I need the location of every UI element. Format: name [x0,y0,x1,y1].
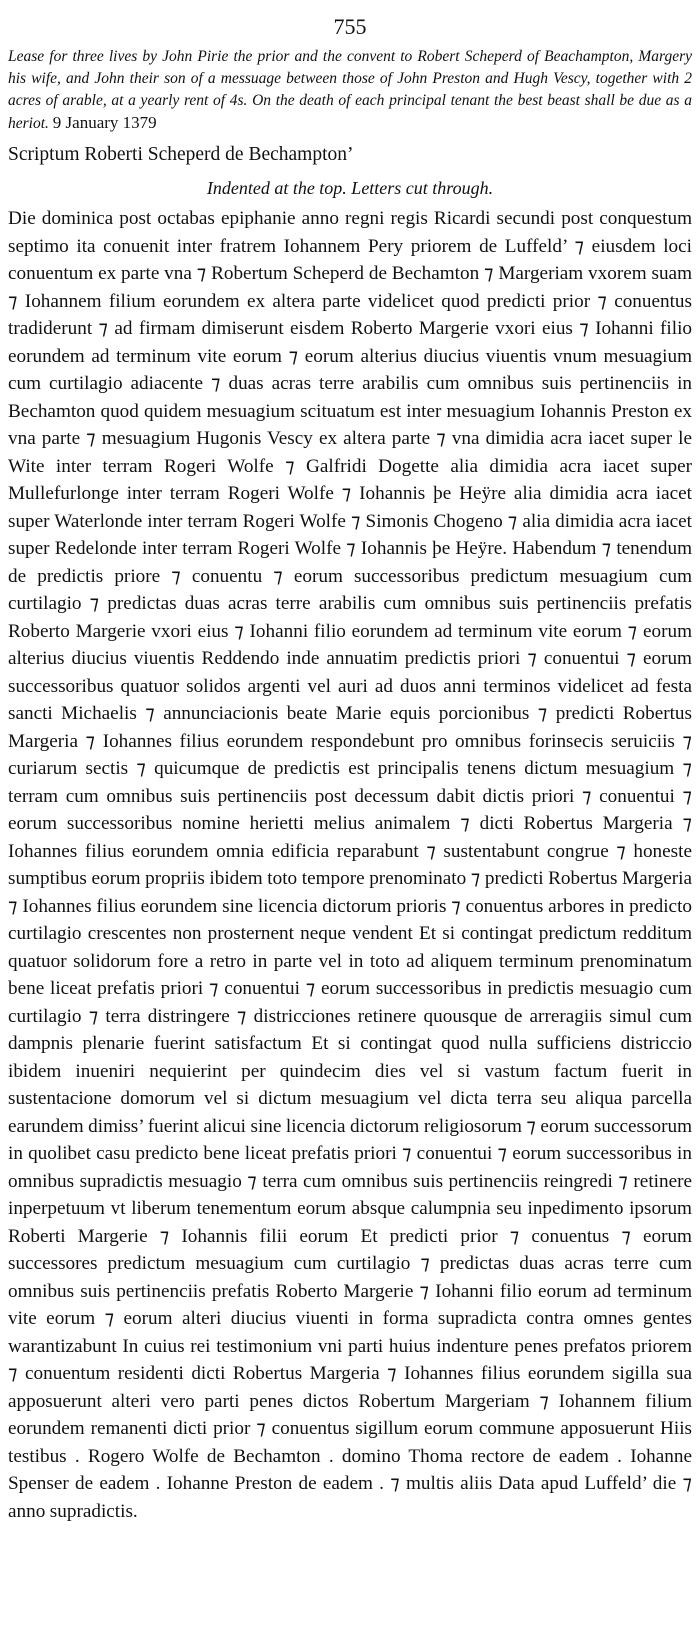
document-heading: Scriptum Roberti Scheperd de Bechampton’ [8,144,354,165]
charter-text: Die dominica post octabas epiphanie anno regni regis Ricardi secundi post conquestum septimo ita conuenit inter fratrem Iohannem Pery priorem de Luffeld’ ⁊ eiusdem loci conuentum ex parte vna ⁊ Robertum Scheperd de Bechamton ⁊ Margeriam vxorem suam ⁊ Iohannem filium eorundem ex altera parte videlicet quod predicti prior ⁊ conuentus tradiderunt ⁊ ad firmam dimiserunt eisdem Roberto Margerie vxori eius ⁊ Iohanni filio eorundem ad terminum vite eorum ⁊ eorum alterius diucius viuentis vnum mesuagium cum curtilagio adiacente ⁊ duas acras terre arabilis cum omnibus suis pertinenciis in Bechamton quod quidem mesuagium scituatum est inter mesuagium Iohannis Preston ex vna parte ⁊ mesuagium Hugonis Vescy ex altera parte ⁊ vna dimidia acra iacet super le Wite inter terram Rogeri Wolfe ⁊ Galfridi Dogette alia dimidia acra iacet super Mullefurlonge inter terram Rogeri Wolfe ⁊ Iohannis þe Heÿre alia dimidia acra iacet super Waterlonde inter terram Rogeri Wolfe ⁊ Simonis Chogeno ⁊ alia dimidia acra iacet super Redelonde inter terram Rogeri Wolfe ⁊ Iohannis þe Heÿre. Habendum ⁊ tenendum de predictis priore ⁊ conuentu ⁊ eorum successoribus predictum mesuagium cum curtilagio ⁊ predictas duas acras terre arabilis cum omnibus suis pertinenciis prefatis Roberto Margerie vxori eius ⁊ Iohanni filio eorundem ad terminum vite eorum ⁊ eorum alterius diucius viuentis Reddendo inde annuatim predictis priori ⁊ conuentui ⁊ eorum successoribus quatuor solidos argenti vel auri ad duos anni terminos videlicet ad festa sancti Michaelis ⁊ annunciacionis beate Marie equis porcionibus ⁊ predicti Robertus Margeria ⁊ Iohannes filius eorundem respondebunt pro omnibus forinsecis seruiciis ⁊ curiarum sectis ⁊ quicumque de predictis est principalis tenens dictum mesuagium ⁊ terram cum omnibus suis pertinenciis post decessum dabit dictis priori ⁊ conuentui ⁊ eorum successoribus nomine herietti melius animalem ⁊ dicti Robertus Margeria ⁊ Iohannes filius eorundem omnia edificia reparabunt ⁊ sustentabunt congrue ⁊ honeste sumptibus eorum propriis ibidem toto tempore prenominato ⁊ predicti Robertus Margeria ⁊ Iohannes filius eorundem sine licencia dictorum prioris ⁊ conuentus arbores in predicto curtilagio crescentes non prosternent neque vendent Et si contingat predictum redditum quatuor solidorum fore a retro in parte vel in toto ad aliquem terminum prenominatum bene liceat prefatis priori ⁊ conuentui ⁊ eorum successoribus in predictis mesuagio cum curtilagio ⁊ terra distringere ⁊ districciones retinere quousque de arreragiis simul cum dampnis plenarie fuerint satisfactum Et si contingat quod nulla sufficiens districcio ibidem inueniri nequierint per quindecim dies vel si vastum factum fuerit in sustentacione domorum vel si dictum mesuagium vel dicta terra seu aliqua parcella earundem dimiss’ fuerint alicui sine licencia dictorum religiosorum ⁊ eorum successorum in quolibet casu predicto bene liceat prefatis priori ⁊ conuentui ⁊ eorum successoribus in omnibus supradictis mesuagio ⁊ terra cum omnibus suis pertinenciis reingredi ⁊ retinere inperpetuum vt liberum tenementum eorum absque calumpnia seu inpedimento ipsorum Roberti Margerie ⁊ Iohannis filii eorum Et predicti prior ⁊ conuentus ⁊ eorum successores predictum mesuagium cum curtilagio ⁊ predictas duas acras terre cum omnibus suis pertinenciis prefatis Roberto Margerie ⁊ Iohanni filio eorum ad terminum vite eorum ⁊ eorum alteri diucius viuenti in forma supradicta contra omnes gentes warantizabunt In cuius rei testimonium vni parti huius indenture penes prefatos priorem ⁊ conuentum residenti dicti Robertus Margeria ⁊ Iohannes filius eorundem sigilla sua apposuerunt alteri vero parti penes dictos Robertum Margeriam ⁊ Iohannem filium eorundem remanenti dicti prior ⁊ conuentus sigillum eorum commune apposuerunt Hiis testibus . Rogero Wolfe de Bechamton . domino Thoma rectore de eadem . Iohanne Spenser de eadem . Iohanne Preston de eadem . ⁊ multis aliis Data apud Luffeld’ die ⁊ anno supradictis. [8,208,692,1522]
document-page [8,14,692,1525]
calendar-summary [8,46,692,135]
summary-date: 9 January 1379 [52,113,157,132]
editorial-note: Indented at the top. Letters cut through. [206,178,494,198]
page-number: 755 [333,14,367,39]
summary-text: Lease for three lives by John Pirie the prior and the convent to Robert Scheperd of Beachampton, Margery his wife, and John their son of a messuage between those of John Preston and Hugh Vescy, together with 2 acres of arable, at a yearly rent of 4s. On the death of each principal tenant the best beast shall be due as a heriot. [8,48,692,132]
